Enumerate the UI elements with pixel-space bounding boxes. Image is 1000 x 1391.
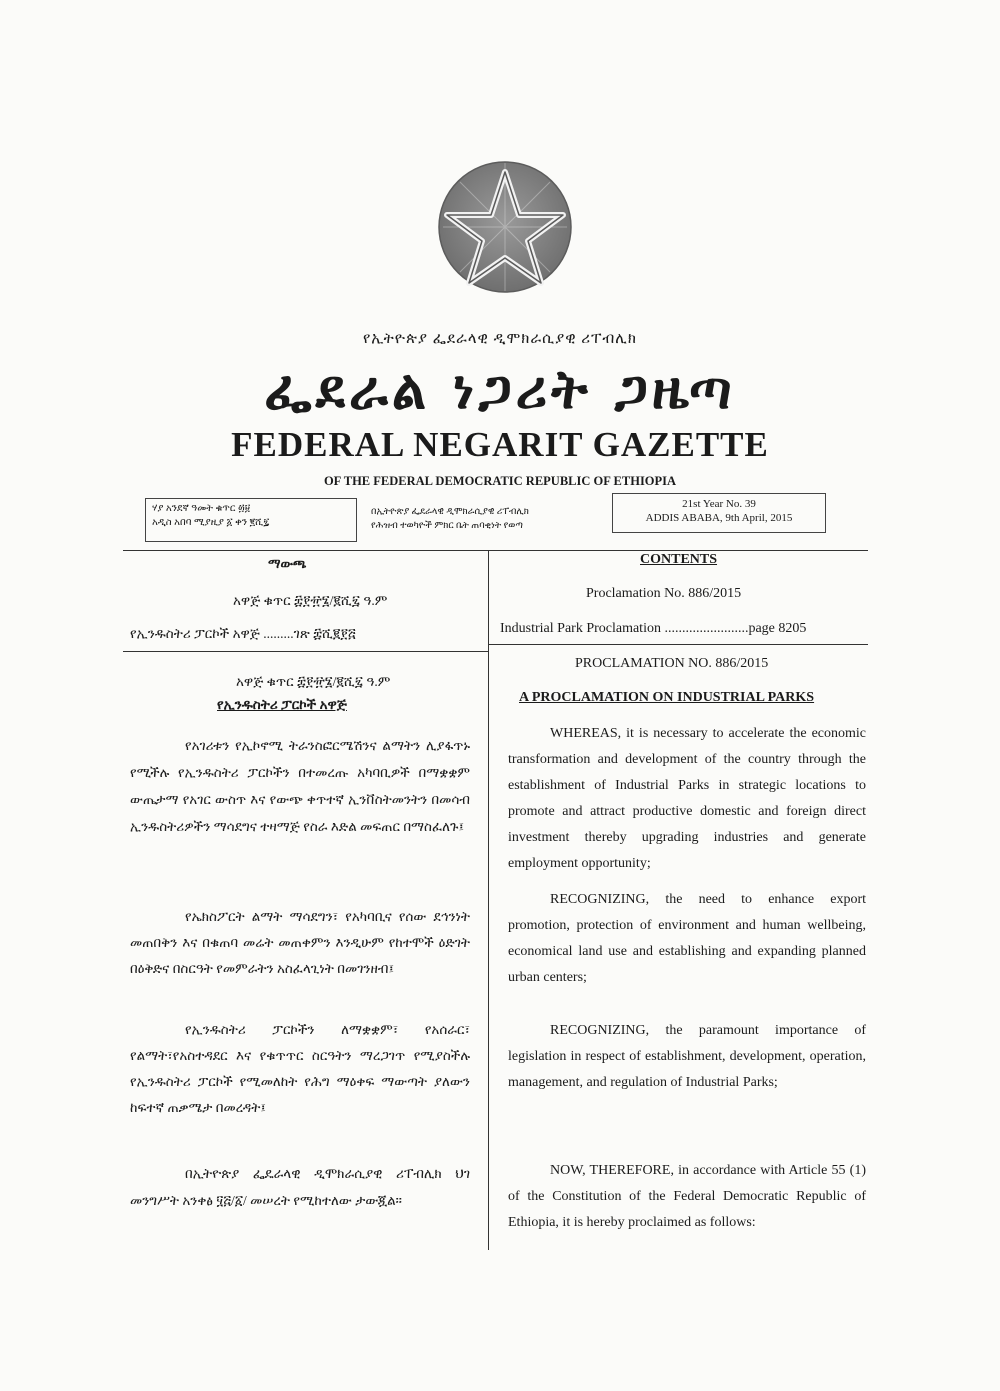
amharic-contents-rule: [123, 651, 488, 652]
english-paragraph-1: WHEREAS, it is necessary to accelerate the economic transformation and development of the country through the establishment of Industrial Parks in strategic locations to promote and attract productive domestic and foreign direct investment thereby upgrading industries and generate employment opportunity;: [508, 726, 866, 871]
english-paragraph-3: RECOGNIZING, the paramount importance of legislation in respect of establishment, development, operation, management, and regulation of Industrial Parks;: [508, 1023, 866, 1090]
masthead-title-amharic: ፌደራል ነጋሪት ጋዜጣ: [264, 358, 736, 421]
top-rule: [123, 550, 868, 551]
body-title-amharic: የኢንዱስትሪ ፓርኮች አዋጅ: [217, 697, 347, 712]
masthead-republic-amharic: የኢትዮጵያ ፌደራላዊ ዲሞክራሲያዊ ሪፐብሊክ: [362, 331, 638, 347]
issue-year-number: 21st Year No. 39: [682, 498, 756, 510]
issue-info-amharic: [145, 498, 357, 542]
masthead-title-english: FEDERAL NEGARIT GAZETTE: [231, 425, 769, 464]
contents-entry-label: Industrial Park Proclamation: [500, 621, 661, 636]
amharic-paragraph-2: የኤክስፖርት ልማት ማሳደግን፣ የአካባቢና የሰው ደኅንነት መጠበቅን እና በቁጠባ መሬት መጠቀምን እንዲሁም የከተሞች ዕድገት በዕቅድና በስርዓት የመምራትን አስፈላጊነት በመገንዘብ፤: [130, 909, 470, 976]
issue-line-2: አዲስ አበባ ሚያዚያ ፩ ቀን ፪ሺ፯: [152, 517, 270, 528]
amharic-paragraph-3: የኢንዱስትሪ ፓርኮችን ለማቋቋም፣ የአሰራር፣ የልማት፣የአስተዳደር እና የቁጥጥር ስርዓትን ማረጋገጥ የሚያስችሉ የኢንዱስትሪ ፓርኮች የሚመለከት የሕግ ማዕቀፍ ማውጣት ያለውን ከፍተኛ ጠቃሜታ በመረዳት፤: [130, 1022, 470, 1115]
body-proclamation-no-english: PROCLAMATION NO. 886/2015: [575, 656, 769, 671]
contents-entry-leader: ........................: [664, 621, 749, 636]
column-divider: [488, 550, 489, 1250]
body-title-english: A PROCLAMATION ON INDUSTRIAL PARKS: [519, 690, 815, 705]
publisher-info-amharic: [365, 502, 605, 538]
contents-entry-english: [500, 621, 806, 637]
issue-info-english: [612, 493, 826, 533]
contents-proclamation-amharic: አዋጅ ቁጥር ፰፻፹፮/፪ሺ፯ ዓ.ም: [233, 593, 388, 608]
issue-line-1: ሃያ አንደኛ ዓመት ቁጥር ፴፱: [152, 503, 251, 514]
ethiopian-emblem: [437, 160, 573, 294]
amharic-paragraph-1: የአገሪቱን የኢኮኖሚ ትራንስፎርሜሽንና ልማትን ሊያፋጥኑ የሚችሉ የኢንዱስትሪ ፓርኮችን በተመረጡ አካባቢዎች በማቋቋም ውጤታማ የአገር ውስጥ እና የውጭ ቀጥተኛ ኢንቨስትመንትን በመሳብ ኢንዱስትሪዎችን ማሳደግና ተዛማጅ የስራ እድል መፍጠር በማስፈለጉ፤: [130, 738, 470, 834]
issue-place-date: ADDIS ABABA, 9th April, 2015: [645, 512, 793, 524]
contents-proclamation-english: Proclamation No. 886/2015: [586, 586, 742, 601]
contents-heading-english: CONTENTS: [640, 552, 718, 567]
english-paragraph-4: NOW, THEREFORE, in accordance with Article 55 (1) of the Constitution of the Federal Democratic Republic of Ethiopia, it is hereby proclaimed as follows:: [508, 1163, 866, 1230]
publisher-line-2: የሕዝብ ተወካዮች ምክር ቤት ጠባቂነት የወጣ: [371, 521, 523, 531]
contents-heading-amharic: ማውጫ: [268, 556, 307, 571]
english-contents-rule: [488, 644, 868, 645]
masthead-subtitle-english: OF THE FEDERAL DEMOCRATIC REPUBLIC OF ETHIOPIA: [323, 474, 677, 488]
amharic-paragraph-4: በኢትዮጵያ ፌዴራላዊ ዲሞክራሲያዊ ሪፐብሊክ ህገ መንግሥት አንቀፅ ፶፭/፩/ መሠረት የሚከተለው ታውጇል።: [130, 1166, 470, 1208]
body-proclamation-no-amharic: አዋጅ ቁጥር ፰፻፹፮/፪ሺ፯ ዓ.ም: [236, 674, 391, 689]
contents-entry-page: page 8205: [748, 621, 807, 636]
english-paragraph-2: RECOGNIZING, the need to enhance export promotion, protection of environment and human wellbeing, economical land use and establishing and expanding planned urban centers;: [508, 892, 866, 985]
contents-entry-amharic: የኢንዱስትሪ ፓርኮች አዋጅ .........ገጽ ፰ሺ፪፻፭: [130, 626, 356, 641]
publisher-line-1: በኢትዮጵያ ፌደራላዊ ዲሞክራሲያዊ ሪፐብሊክ: [371, 507, 529, 517]
